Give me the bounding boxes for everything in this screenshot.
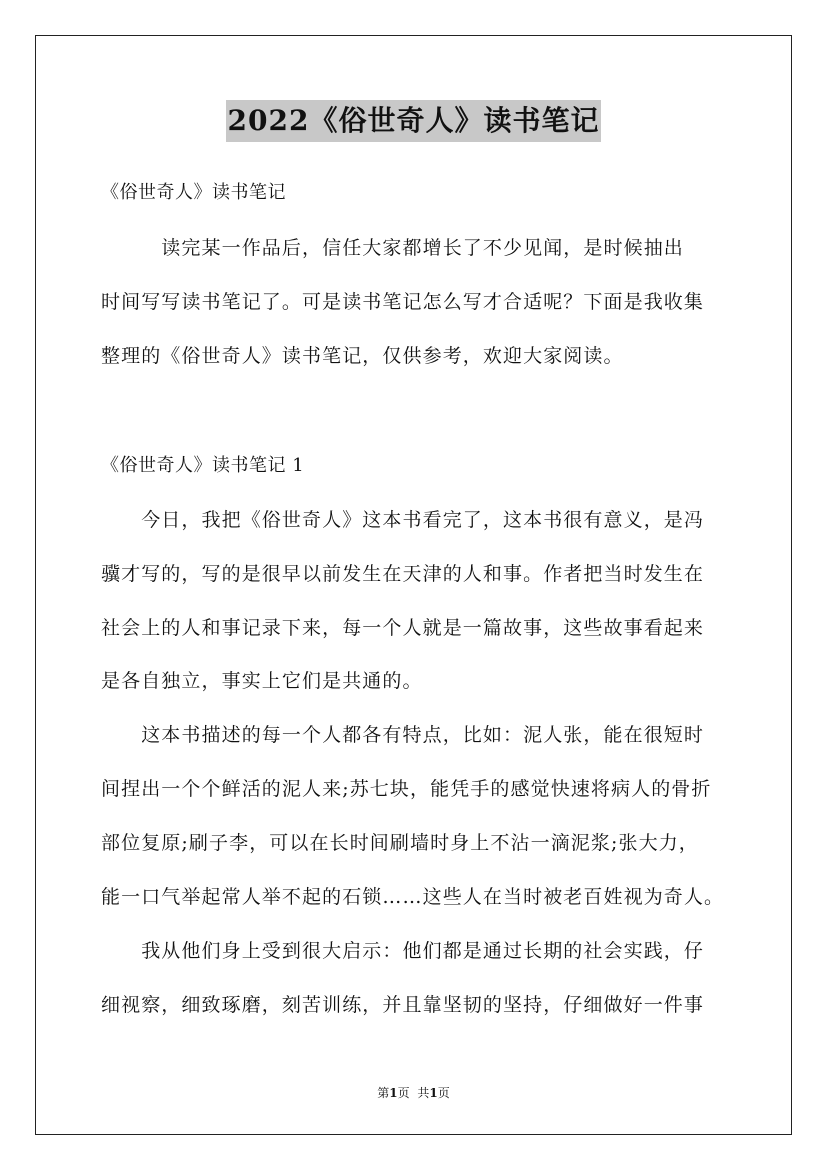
body-line: 细视察，细致琢磨，刻苦训练，并且靠坚韧的坚持，仔细做好一件事 [101, 994, 705, 1016]
body-line: 间捏出一个个鲜活的泥人来;苏七块，能凭手的感觉快速将病人的骨折 [101, 778, 712, 800]
intro-line: 时间写写读书笔记了。可是读书笔记怎么写才合适呢？下面是我收集 [101, 291, 705, 313]
document-title: 2022《俗世奇人》读书笔记 [226, 100, 602, 142]
body-line: 能一口气举起常人举不起的石锁……这些人在当时被老百姓视为奇人。 [101, 886, 725, 908]
intro-line: 读完某一作品后，信任大家都增长了不少见闻，是时候抽出 [101, 237, 684, 259]
subtitle: 《俗世奇人》读书笔记 [101, 182, 286, 203]
page-prefix: 第 [377, 1086, 390, 1100]
total-suffix: 页 [437, 1086, 450, 1100]
page-number: 1 [389, 1086, 398, 1100]
total-prefix: 共 [417, 1086, 430, 1100]
page-suffix: 页 [397, 1086, 410, 1100]
body-line: 我从他们身上受到很大启示：他们都是通过长期的社会实践，仔 [101, 940, 705, 962]
body-line: 这本书描述的每一个人都各有特点，比如：泥人张，能在很短时 [101, 724, 705, 746]
intro-line: 整理的《俗世奇人》读书笔记，仅供参考，欢迎大家阅读。 [101, 345, 624, 367]
title-wrap [0, 100, 827, 142]
section-heading: 《俗世奇人》读书笔记 1 [101, 455, 305, 476]
body-line: 今日，我把《俗世奇人》这本书看完了，这本书很有意义，是冯 [101, 509, 705, 531]
body-line: 社会上的人和事记录下来，每一个人就是一篇故事，这些故事看起来 [101, 617, 705, 639]
page-footer [0, 1085, 827, 1101]
body-line: 是各自独立，事实上它们是共通的。 [101, 670, 423, 692]
total-pages: 1 [429, 1086, 438, 1100]
body-line: 部位复原;刷子李，可以在长时间刷墙时身上不沾一滴泥浆;张大力， [101, 832, 699, 854]
body-line: 骥才写的，写的是很早以前发生在天津的人和事。作者把当时发生在 [101, 563, 705, 585]
